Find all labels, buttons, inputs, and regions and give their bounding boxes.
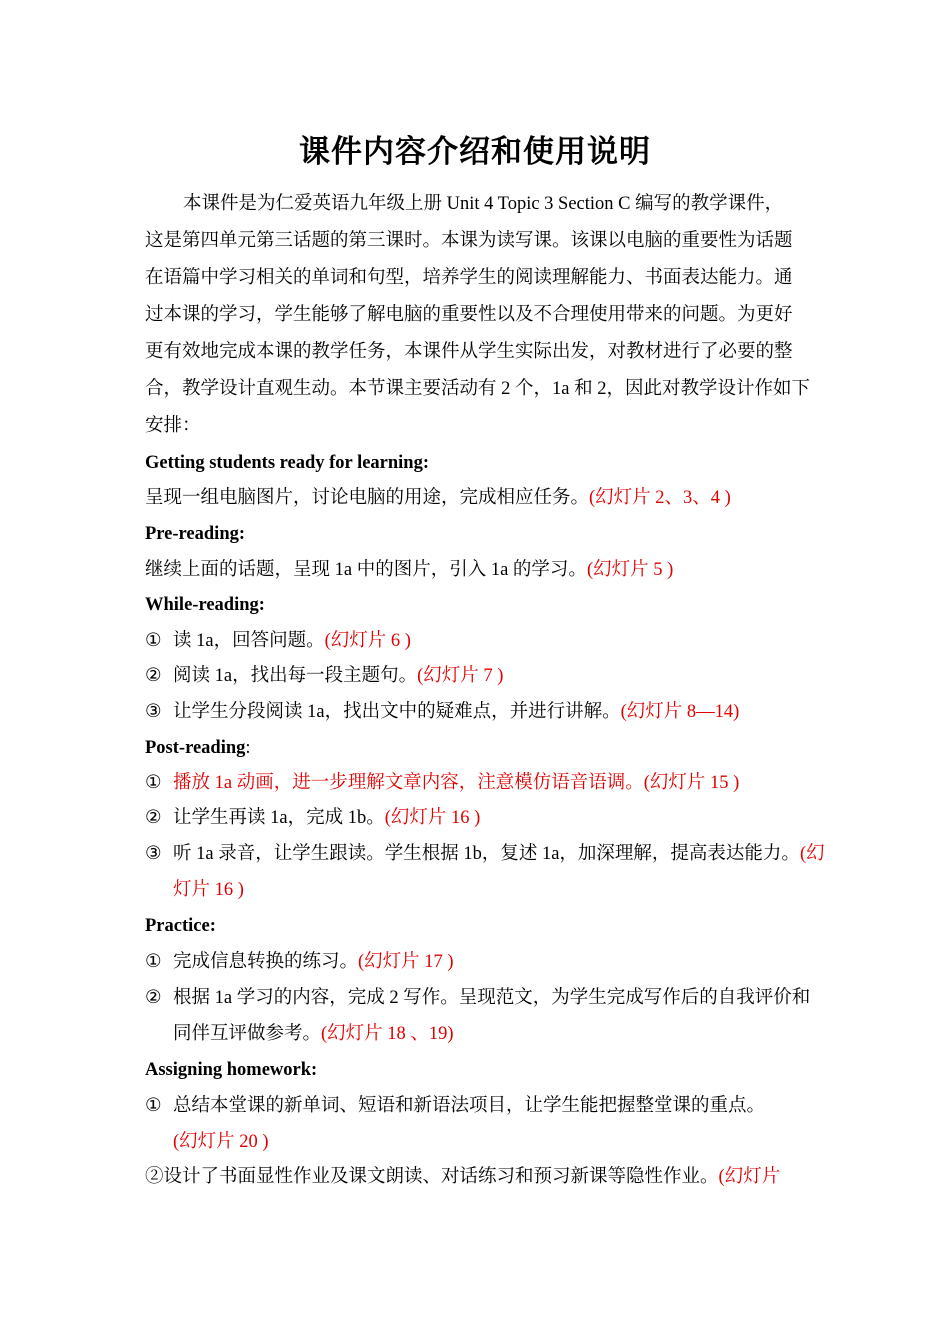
item-text: 读 1a，回答问题。 [173,631,325,651]
heading-colon: : [245,738,251,758]
item-text: 同伴互评做参考。 [173,1024,322,1044]
item-number: ① [145,631,162,651]
list-item [145,699,739,725]
intro-line: 本课件是为仁爱英语九年级上册 Unit 4 Topic 3 Section C 编写的教学课件， [183,194,784,214]
section-heading: Practice: [145,916,216,936]
list-item [145,1164,780,1190]
section-heading: Assigning homework: [145,1060,318,1080]
list-item [145,949,454,975]
intro-line: 合，教学设计直观生动。本节课主要活动有 2 个，1a 和 2，因此对教学设计作如下 [145,379,810,399]
item-number: ② [145,1167,164,1187]
item-text: 播放 1a 动画，进一步理解文章内容，注意模仿语音语调。 [173,773,644,793]
list-item [145,841,825,867]
item-number: ③ [145,844,162,864]
item-text: 听 1a 录音，让学生跟读。学生根据 1b，复述 1a，加深理解，提高表达能力。 [173,844,800,864]
slide-ref: (幻灯片 16 ) [384,808,481,828]
slide-ref: (幻灯片 8—14) [620,702,740,722]
item-text: 阅读 1a，找出每一段主题句。 [173,666,418,686]
slide-ref: (幻灯片 [718,1167,781,1187]
intro-line: 更有效地完成本课的教学任务，本课件从学生实际出发，对教材进行了必要的整 [145,342,793,362]
section-heading: Post-reading [145,738,246,758]
slide-ref: (幻灯片 18 、19) [321,1024,454,1044]
section-heading-line [145,735,251,761]
list-item-continuation [173,1021,454,1047]
slide-ref: (幻 [799,844,825,864]
slide-ref: (幻灯片 20 ) [173,1132,269,1152]
item-text: 让学生分段阅读 1a，找出文中的疑难点，并进行讲解。 [173,702,621,722]
item-number: ① [145,773,162,793]
item-number: ③ [145,702,162,722]
slide-ref: (幻灯片 2、3、4 ) [589,488,731,508]
slide-ref: (幻灯片 15 ) [643,773,740,793]
item-number: ① [145,1096,162,1116]
item-text: 根据 1a 学习的内容，完成 2 写作。呈现范文，为学生完成写作后的自我评价和 [173,988,811,1008]
slide-ref: (幻灯片 5 ) [586,560,674,580]
list-item [145,770,739,796]
section-heading: Pre-reading: [145,524,246,544]
item-number: ② [145,808,162,828]
list-item-continuation [173,877,244,903]
slide-ref: (幻灯片 17 ) [358,952,454,972]
page-title: 课件内容介绍和使用说明 [299,134,651,170]
slide-ref: 灯片 16 ) [173,880,244,900]
item-text: 完成信息转换的练习。 [173,952,359,972]
item-text: 继续上面的话题，呈现 1a 中的图片，引入 1a 的学习。 [145,560,587,580]
list-item [145,985,810,1011]
slide-ref: (幻灯片 6 ) [324,631,411,651]
item-text: 总结本堂课的新单词、短语和新语法项目，让学生能把握整堂课的重点。 [173,1096,766,1116]
section-heading: While-reading: [145,595,265,615]
section-text [145,557,673,583]
item-text: 设计了书面显性作业及课文朗读、对话练习和预习新课等隐性作业。 [163,1167,719,1187]
item-number: ① [145,952,162,972]
item-number: ② [145,988,162,1008]
list-item-continuation [173,1129,269,1155]
slide-ref: (幻灯片 7 ) [417,666,504,686]
intro-line: 这是第四单元第三话题的第三课时。本课为读写课。该课以电脑的重要性为话题 [145,231,793,251]
list-item [145,628,411,654]
list-item [145,1093,765,1119]
section-text [145,485,731,511]
intro-line: 过本课的学习，学生能够了解电脑的重要性以及不合理使用带来的问题。为更好 [145,305,793,325]
intro-line: 在语篇中学习相关的单词和句型，培养学生的阅读理解能力、书面表达能力。通 [145,268,793,288]
list-item [145,805,480,831]
section-heading: Getting students ready for learning: [145,453,430,473]
item-number: ② [145,666,162,686]
list-item [145,663,503,689]
intro-line: 安排： [145,416,201,436]
item-text: 让学生再读 1a，完成 1b。 [173,808,385,828]
item-text: 呈现一组电脑图片，讨论电脑的用途，完成相应任务。 [145,488,590,508]
